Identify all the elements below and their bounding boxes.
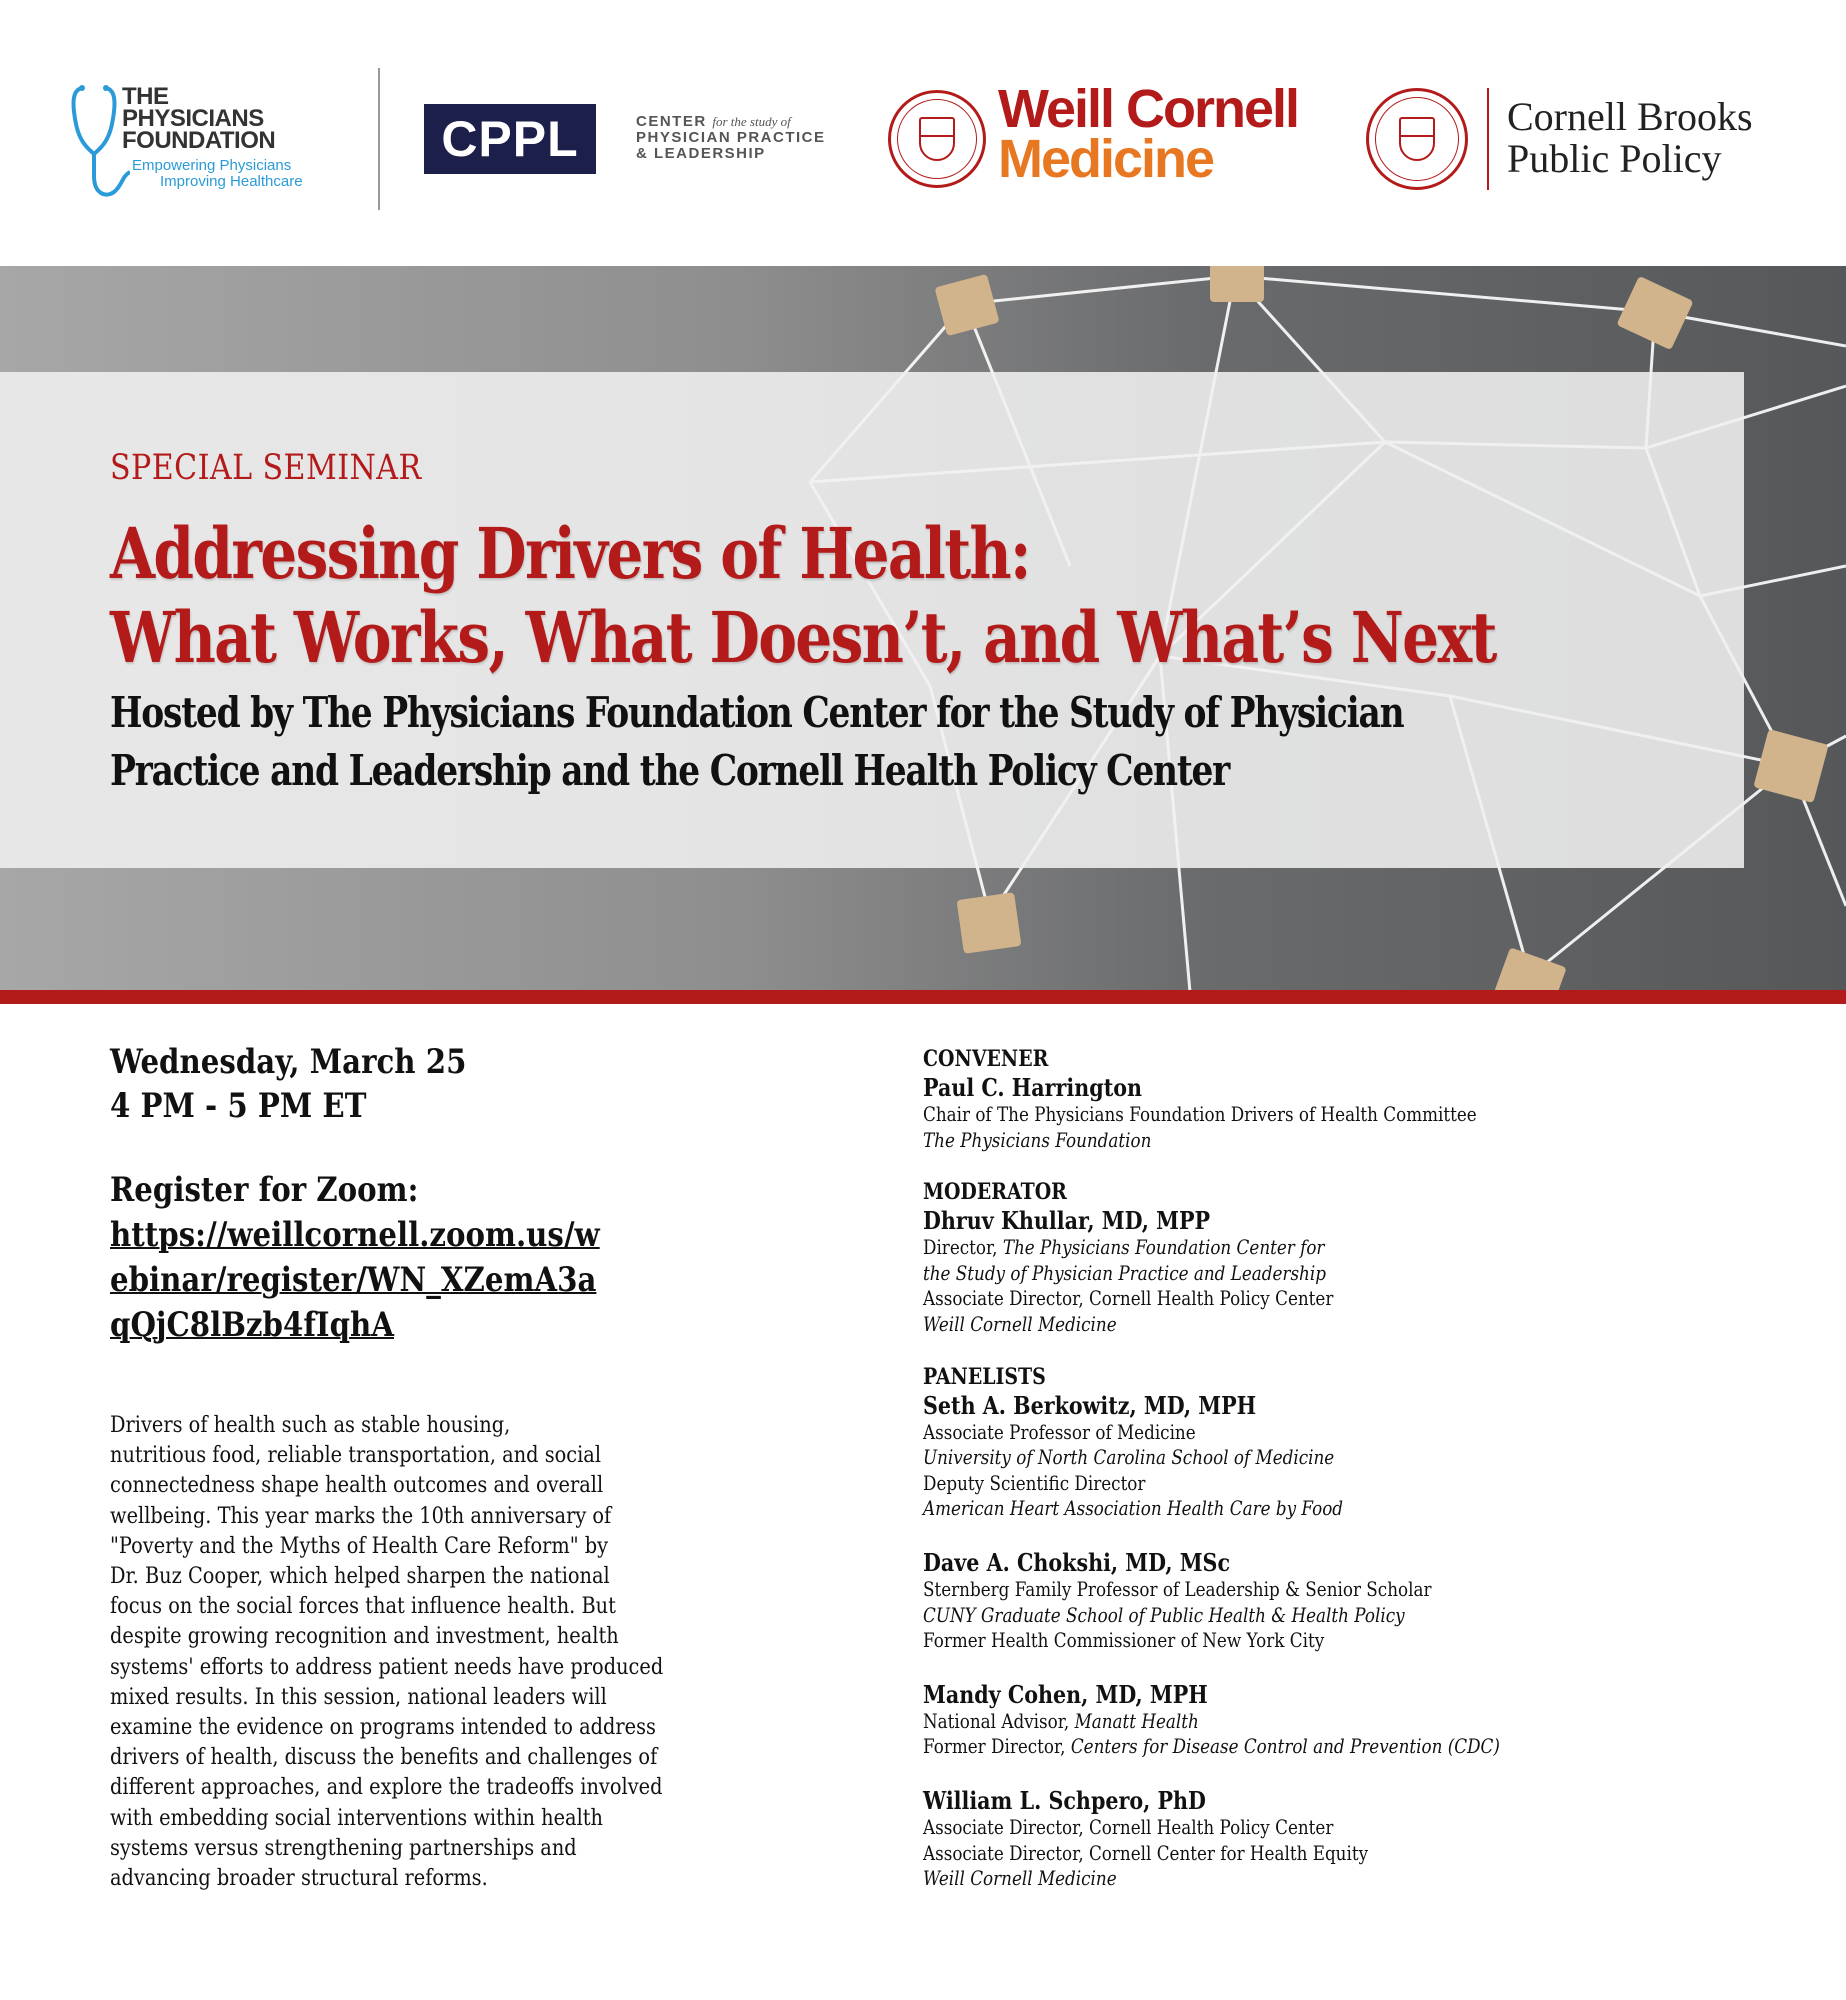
desc-line: systems' efforts to address patient needs have produced [110,1653,664,1680]
desc-line: wellbeing. This year marks the 10th anniversary of [110,1502,612,1529]
tpf-name-line-2: PHYSICIANS [122,105,264,132]
stethoscope-icon [70,84,130,204]
register-url-line-3[interactable]: qQjC8lBzb4fIqhA [110,1305,394,1345]
speaker-name: Seth A. Berkowitz, MD, MPH [923,1390,1257,1420]
physicians-foundation-logo [70,84,350,204]
speaker-affiliation: Associate Director, Cornell Health Policy Center [923,1815,1334,1839]
speaker-affiliation: Associate Director, Cornell Center for Health Equity [923,1841,1369,1865]
speaker-affiliation: Sternberg Family Professor of Leadership & Senior Scholar [923,1577,1432,1601]
cppl-line-3: & LEADERSHIP [636,145,766,162]
weill-cornell-medicine-logo [998,79,1299,189]
tpf-name-line-1: THE [122,83,169,110]
panelist-block [923,1680,1683,1760]
speaker-affiliation: Deputy Scientific Director [923,1471,1146,1495]
logo-divider [378,68,380,210]
desc-line: Drivers of health such as stable housing, [110,1412,511,1438]
desc-line: Dr. Buz Cooper, which helped sharpen the national [110,1563,610,1590]
speaker-affiliation: Associate Professor of Medicine [923,1420,1196,1444]
register-url-line-1[interactable]: https://weillcornell.zoom.us/w [110,1215,600,1255]
cppl-logo-mark: CPPL [424,104,596,174]
event-kicker: SPECIAL SEMINAR [110,448,422,488]
cppl-line-2: PHYSICIAN PRACTICE [636,129,826,146]
desc-line: despite growing recognition and investment, health [110,1623,619,1650]
role-heading-moderator: MODERATOR [923,1179,1067,1206]
speaker-affiliation: Former Health Commissioner of New York City [923,1629,1325,1653]
event-title [110,512,1496,680]
speaker-affiliation: Weill Cornell Medicine [923,1312,1117,1336]
weill-cornell-seal-icon [888,90,986,188]
desc-line: examine the evidence on programs intended to address [110,1714,656,1741]
speakers-list [923,1046,1683,1918]
desc-line: mixed results. In this session, national leaders will [110,1683,607,1710]
logo-bar [0,0,1846,266]
panelist-block [923,1786,1683,1892]
speaker-name: Mandy Cohen, MD, MPH [923,1679,1208,1709]
shield-icon [919,117,955,161]
event-details [110,1040,760,1348]
speaker-affiliation: American Heart Association Health Care by Food [923,1497,1344,1521]
event-host-subtitle [110,684,1403,800]
speaker-affiliation: University of North Carolina School of Medicine [923,1446,1335,1470]
cppl-center: CENTER [636,113,707,130]
register-link[interactable] [110,1213,669,1348]
wcm-line-2: Medicine [998,129,1214,189]
wcm-line-1: Weill Cornell [998,79,1299,139]
tpf-tagline-2: Improving Healthcare [160,173,303,190]
desc-line: "Poverty and the Myths of Health Care Reform" by [110,1532,609,1559]
register-label: Register for Zoom: [110,1170,419,1210]
speaker-affiliation: Associate Director, Cornell Health Policy Center [923,1287,1334,1311]
desc-line: different approaches, and explore the tradeoffs involved [110,1774,663,1801]
desc-line: focus on the social forces that influence health. But [110,1593,616,1620]
desc-line: drivers of health, discuss the benefits and challenges of [110,1744,658,1771]
hero-banner [0,266,1846,992]
speaker-affiliation: CUNY Graduate School of Public Health & Health Policy [923,1603,1405,1627]
speaker-affiliation: The Physicians Foundation [923,1128,1152,1152]
desc-line: connectedness shape health outcomes and overall [110,1472,604,1499]
desc-line: systems versus strengthening partnerships and [110,1834,577,1861]
event-time: 4 PM - 5 PM ET [110,1086,367,1126]
cornell-university-seal-icon [1366,88,1468,190]
panelist-block [923,1364,1683,1522]
cppl-for-study: for the study of [712,114,791,129]
tpf-tagline-1: Empowering Physicians [132,157,292,174]
moderator-block [923,1179,1683,1337]
desc-line: nutritious food, reliable transportation, and social [110,1442,602,1469]
speaker-name: Paul C. Harrington [923,1073,1143,1102]
register-url-line-2[interactable]: ebinar/register/WN_XZemA3a [110,1260,597,1300]
desc-line: advancing broader structural reforms. [110,1865,488,1892]
speaker-name: Dhruv Khullar, MD, MPP [923,1206,1210,1236]
event-date: Wednesday, March 25 [110,1042,467,1082]
desc-line: with embedding social interventions within health [110,1804,604,1831]
subtitle-line-2: Practice and Leadership and the Cornell Health Policy Center [110,746,1230,795]
speaker-affiliation: Former Director, Centers for Disease Control and Prevention (CDC) [923,1735,1500,1759]
cornell-brooks-logo [1507,96,1753,180]
speaker-name: Dave A. Chokshi, MD, MSc [923,1547,1231,1577]
event-description [110,1410,750,1893]
role-heading-panelists: PANELISTS [923,1363,1046,1390]
speaker-name: William L. Schpero, PhD [923,1785,1206,1815]
convener-block [923,1046,1683,1153]
speaker-affiliation: Chair of The Physicians Foundation Drivers of Health Committee [923,1103,1477,1126]
tpf-name-line-3: FOUNDATION [122,127,276,154]
cornell-brooks-divider [1487,88,1489,190]
cb-line-2: Public Policy [1507,136,1722,181]
role-heading-convener: CONVENER [923,1046,1049,1072]
speaker-affiliation: Weill Cornell Medicine [923,1867,1117,1891]
title-line-1: Addressing Drivers of Health: [110,512,1030,595]
panelist-block [923,1548,1683,1654]
subtitle-line-1: Hosted by The Physicians Foundation Center for the Study of Physician [110,688,1404,737]
cppl-logo-text [636,114,826,162]
shield-icon [1399,117,1435,161]
speaker-affiliation: Director, The Physicians Foundation Center for [923,1236,1325,1260]
speaker-affiliation: National Advisor, Manatt Health [923,1709,1199,1733]
accent-divider [0,990,1846,1004]
title-line-2: What Works, What Doesn’t, and What’s Next [110,596,1496,679]
cb-line-1: Cornell Brooks [1507,94,1753,139]
speaker-affiliation: the Study of Physician Practice and Leadership [923,1261,1326,1285]
